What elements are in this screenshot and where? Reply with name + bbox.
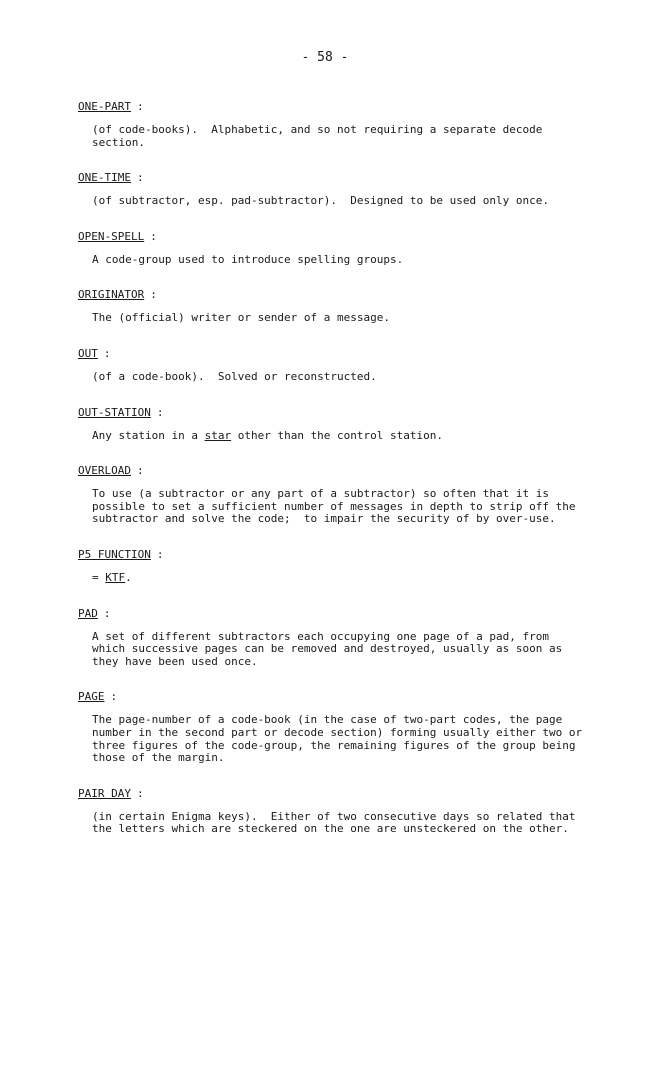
entry-definition: The (official) writer or sender of a message. [92,311,391,325]
entry-term: ONE-TIME : [78,171,144,185]
entry-definition: The page-number of a code-book (in the case of two-part codes, the page number in the second part or decode section) forming usually either two or three figures of the code-group, the remaining figures of the group being those of the margin. [92,713,589,765]
entry-definition: Any station in a star other than the control station. [92,428,444,442]
glossary-entry [78,347,588,384]
entry-term: P5 FUNCTION : [78,547,164,561]
glossary-entry [78,406,588,443]
entry-definition: To use (a subtractor or any part of a subtractor) so often that it is possible to set a sufficient number of messages in depth to strip off the subtractor and solve the code; to impair the security of by over-use. [92,487,583,526]
glossary-entry [78,690,588,764]
glossary-entry [78,171,588,208]
glossary-entry [78,787,588,836]
glossary-entry [78,607,588,669]
entry-definition: = KTF. [92,570,132,584]
glossary-entry [78,548,588,585]
glossary-entry [78,100,588,149]
entry-term: OVERLOAD : [78,464,144,478]
cross-reference: star [204,428,232,442]
entry-term: OUT : [78,346,111,360]
glossary-entries [78,100,588,858]
entry-term: ORIGINATOR : [78,288,157,302]
entry-term: PAGE : [78,690,118,704]
entry-definition: (of subtractor, esp. pad-subtractor). Designed to be used only once. [92,194,549,208]
entry-term: OUT-STATION : [78,405,164,419]
entry-term: ONE-PART : [78,100,144,113]
glossary-entry [78,288,588,325]
glossary-entry [78,230,588,267]
entry-term: PAD : [78,606,111,620]
entry-term: PAIR DAY : [78,786,144,800]
cross-reference: KTF [105,570,126,584]
entry-term: OPEN-SPELL : [78,229,157,243]
entry-definition: A code-group used to introduce spelling groups. [92,252,404,266]
entry-definition: (in certain Enigma keys). Either of two consecutive days so related that the letters which are steckered on the one are unsteckered on the other. [92,809,583,836]
entry-definition: A set of different subtractors each occupying one page of a pad, from which successive pages can be removed and destroyed, usually as soon as they have been used once. [92,629,569,668]
glossary-entry [78,464,588,526]
page-number: - 58 - [301,50,349,65]
entry-definition: (of code-books). Alphabetic, and so not requiring a separate decode section. [92,123,549,149]
entry-definition: (of a code-book). Solved or reconstructed. [92,369,377,383]
